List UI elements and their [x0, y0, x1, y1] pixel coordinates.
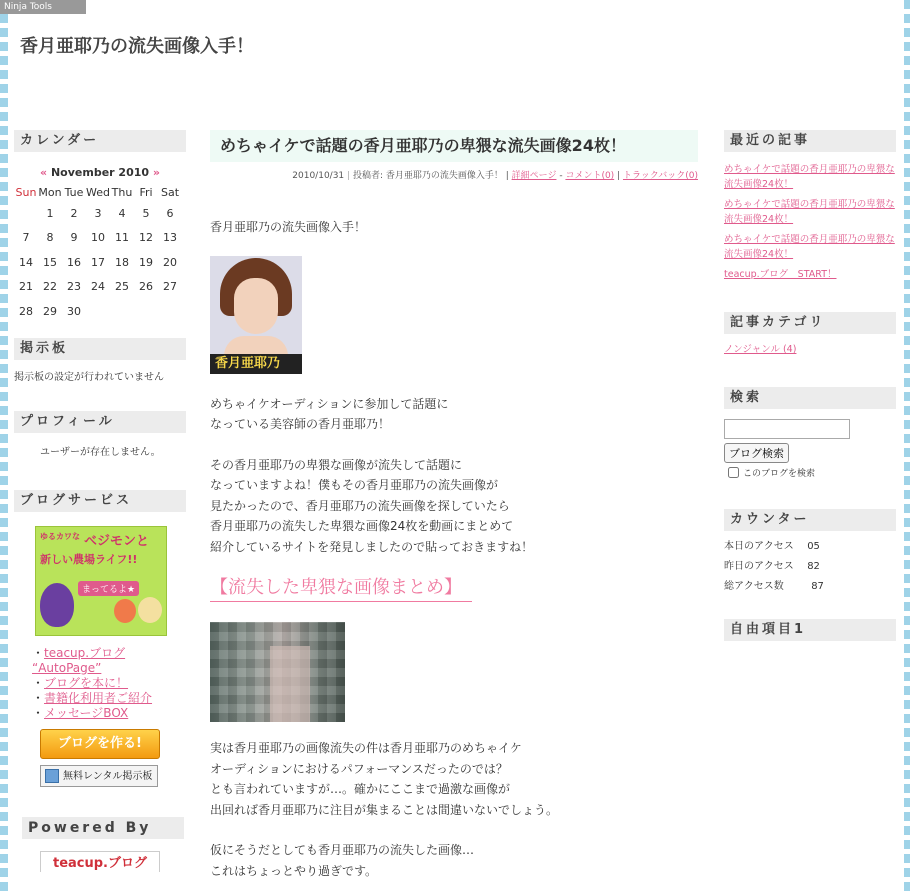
profile-text: ユーザーが存在しません。 — [40, 446, 161, 458]
post-line: 仮にそうだとしても香月亜耶乃の流失した画像… — [210, 843, 475, 857]
service-link-row: ・ブログを本に！ — [32, 675, 129, 690]
counter-value: 05 — [807, 541, 820, 552]
category-link[interactable]: ノンジャンル (4) — [724, 344, 797, 355]
powered-by-label: Powered By — [28, 819, 152, 836]
recent-post-link[interactable]: めちゃイケで話題の香月亜耶乃の卑猥な流失画像24枚！ — [724, 164, 895, 190]
calendar-day: 2 — [70, 206, 78, 220]
service-links — [14, 646, 186, 721]
calendar-table — [14, 183, 182, 324]
calendar-day: 26 — [139, 280, 153, 294]
service-link-row: ・書籍化利用者ご紹介 — [32, 690, 153, 705]
calendar-day: 30 — [67, 304, 81, 318]
calendar-day: 21 — [19, 280, 33, 294]
weekday-header: Thu — [111, 185, 133, 199]
right-sidebar — [724, 130, 896, 641]
create-blog-label: ブログを作る! — [58, 735, 142, 751]
calendar-day: 11 — [115, 231, 129, 245]
calendar-day: 29 — [43, 304, 57, 318]
counter-row — [724, 557, 896, 577]
post-line: なっている美容師の香月亜耶乃！ — [210, 417, 391, 431]
calendar-day: 22 — [43, 280, 57, 294]
categories-list — [724, 342, 896, 357]
counter-label: 総アクセス数 — [724, 581, 784, 592]
left-sidebar — [14, 130, 186, 872]
calendar-day: 1 — [46, 206, 54, 220]
calendar-day: 4 — [118, 206, 126, 220]
calendar-heading: カレンダー — [14, 130, 186, 152]
calendar-day: 27 — [163, 280, 177, 294]
post-line: 出回れば香月亜耶乃に注目が集まることは間違いないでしょう。 — [210, 802, 559, 817]
calendar-day — [134, 299, 158, 324]
calendar-day — [14, 201, 38, 226]
portrait-caption — [210, 354, 302, 374]
ninja-tools-badge[interactable] — [0, 0, 86, 14]
post-paragraph-3 — [210, 738, 698, 820]
calendar-day — [158, 299, 182, 324]
banner-text-2: ベジモンと — [84, 533, 150, 549]
calendar-month-label: November 2010 — [50, 166, 150, 179]
counter-row — [724, 537, 896, 557]
counter-table — [724, 537, 896, 597]
section-heading: 【流失した卑猥な画像まとめ】 — [210, 573, 472, 602]
post-paragraph-2 — [210, 455, 698, 558]
bbs-heading: 掲示板 — [14, 338, 186, 360]
recent-post-link[interactable]: teacup.ブログ START！ — [724, 269, 837, 280]
post-date: 2010/10/31 — [292, 171, 345, 181]
portrait-caption-text: 香月亜耶乃 — [215, 355, 281, 371]
calendar-day — [110, 299, 134, 324]
calendar-month-nav — [14, 166, 186, 179]
recent-posts-heading: 最近の記事 — [724, 130, 896, 152]
calendar-day: 6 — [166, 206, 174, 220]
teacup-logo-text: teacup.ブログ — [52, 855, 147, 871]
counter-value: 87 — [811, 581, 824, 592]
calendar-day: 9 — [70, 231, 78, 245]
portrait-face — [234, 278, 278, 334]
counter-label: 昨日のアクセス — [724, 561, 794, 572]
site-title[interactable]: 香月亜耶乃の流失画像入手！ — [20, 36, 254, 57]
next-month-link[interactable]: » — [152, 166, 160, 179]
calendar-day: 3 — [94, 206, 102, 220]
post-paragraph-1 — [210, 394, 698, 435]
calendar-day: 12 — [139, 231, 153, 245]
weekday-header: Tue — [64, 185, 84, 199]
rental-bbs-label: 無料レンタル掲示板 — [63, 770, 153, 782]
calendar-day: 7 — [22, 231, 30, 245]
carrot-character-icon — [114, 599, 136, 623]
calendar-day: 20 — [163, 255, 177, 269]
banner-text-3: 新しい農場ライフ!! — [40, 552, 138, 566]
blog-search-button[interactable]: ブログ検索 — [724, 443, 789, 463]
post-line: 実は香月亜耶乃の画像流失の件は香月亜耶乃のめちゃイケ — [210, 741, 522, 755]
weekday-header: Fri — [139, 185, 153, 199]
ninja-tools-label: Ninja Tools — [4, 2, 52, 12]
calendar-day: 25 — [115, 280, 129, 294]
calendar-day: 15 — [43, 255, 57, 269]
post-intro: 香月亜耶乃の流失画像入手！ — [210, 220, 367, 234]
detail-page-link[interactable]: 詳細ページ — [511, 171, 557, 181]
onion-character-icon — [138, 597, 162, 623]
calendar-day: 14 — [19, 255, 33, 269]
eggplant-character-icon — [40, 583, 74, 627]
right-stripe-border — [904, 0, 910, 893]
weekday-header: Mon — [38, 185, 62, 199]
rental-bbs-button[interactable] — [40, 765, 158, 787]
banner-badge: まってるよ★ — [78, 581, 139, 596]
service-link-users[interactable]: 書籍化利用者ご紹介 — [44, 690, 153, 705]
main-content — [210, 130, 698, 881]
calendar-day: 19 — [139, 255, 153, 269]
search-input[interactable] — [724, 419, 850, 439]
powered-by-heading — [22, 817, 184, 839]
post-paragraph-4 — [210, 840, 698, 881]
service-link-book[interactable]: ブログを本に！ — [44, 675, 129, 690]
blog-service-heading: ブログサービス — [14, 490, 186, 512]
portrait-photo — [210, 256, 302, 374]
post-line: 見たかったので、香月亜耶乃の流失画像を探していたら — [210, 498, 510, 513]
service-link-autopage[interactable]: teacup.ブログ “AutoPage” — [32, 645, 126, 675]
mosaic-video-thumbnail[interactable] — [210, 622, 345, 722]
post-line: オーディションにおけるパフォーマンスだったのでは？ — [210, 761, 508, 776]
free-item-heading: 自由項目1 — [724, 619, 896, 641]
categories-heading: 記事カテゴリ — [724, 312, 896, 334]
post-line: めちゃイケオーディションに参加して話題に — [210, 396, 449, 411]
create-blog-button[interactable] — [40, 729, 160, 759]
counter-row — [724, 577, 896, 597]
search-scope-row — [724, 466, 896, 479]
this-blog-checkbox[interactable] — [728, 467, 739, 478]
service-link-row: ・メッセージBOX — [32, 705, 129, 720]
calendar-day: 13 — [163, 231, 177, 245]
search-heading: 検索 — [724, 387, 896, 409]
calendar-day: 24 — [91, 280, 105, 294]
section-heading-wrap — [210, 573, 698, 602]
post-line: 紹介しているサイトを発見しましたので貼っておきますね！ — [210, 539, 534, 554]
weekday-header: Sat — [160, 185, 180, 199]
prev-month-link[interactable]: « — [40, 166, 48, 179]
trackback-link[interactable]: トラックバック(0) — [622, 171, 698, 181]
mosaic-figure — [270, 646, 310, 722]
calendar-day: 17 — [91, 255, 105, 269]
calendar-day: 8 — [46, 231, 54, 245]
this-blog-label: このブログを検索 — [743, 469, 816, 479]
post-line: これはちょっとやり過ぎです。 — [210, 863, 378, 878]
weekday-header: Wed — [86, 185, 110, 199]
service-link-row: ・teacup.ブログ “AutoPage” — [32, 645, 126, 675]
bbs-text: 掲示板の設定が行われていません — [14, 371, 164, 383]
calendar-day: 18 — [115, 255, 129, 269]
service-link-message[interactable]: メッセージBOX — [44, 705, 129, 720]
post-meta: 2010/10/31 | 投稿者: 香月亜耶乃の流失画像入手！ | 詳細ページ - コメント(0) | トラックバック(0) — [292, 171, 698, 181]
bbs-icon — [45, 769, 59, 783]
counter-heading: カウンター — [724, 509, 896, 531]
calendar-day: 10 — [91, 231, 105, 245]
post-line: とも言われていますが…。確かにここまで過激な画像が — [210, 782, 511, 796]
left-stripe-border — [0, 0, 8, 893]
calendar-day: 16 — [67, 255, 81, 269]
post-title[interactable]: めちゃイケで話題の香月亜耶乃の卑猥な流失画像24枚！ — [210, 130, 698, 162]
portrait-shoulders — [224, 336, 288, 356]
post-line: なっていますよね！僕もその香月亜耶乃の流失画像が — [210, 478, 499, 492]
banner-text-1: ゆるカワな — [40, 531, 80, 541]
calendar-day: 5 — [142, 206, 150, 220]
counter-value: 82 — [807, 561, 820, 572]
profile-heading: プロフィール — [14, 411, 186, 433]
comment-link[interactable]: コメント(0) — [565, 171, 615, 181]
teacup-logo[interactable] — [40, 851, 160, 872]
vegimon-banner[interactable] — [35, 526, 167, 636]
post-line: 香月亜耶乃の流失した卑猥な画像24枚を動画にまとめて — [210, 519, 514, 533]
recent-post-link[interactable]: めちゃイケで話題の香月亜耶乃の卑猥な流失画像24枚！ — [724, 234, 895, 260]
recent-post-link[interactable]: めちゃイケで話題の香月亜耶乃の卑猥な流失画像24枚！ — [724, 199, 895, 225]
recent-posts-list — [724, 162, 896, 282]
post-line: その香月亜耶乃の卑猥な画像が流失して話題に — [210, 457, 463, 472]
weekday-header: Sun — [15, 185, 37, 199]
counter-label: 本日のアクセス — [724, 541, 794, 552]
calendar-day: 28 — [19, 304, 33, 318]
post-author: 投稿者: 香月亜耶乃の流失画像入手！ — [352, 171, 503, 181]
calendar-day — [86, 299, 110, 324]
calendar-day: 23 — [67, 280, 81, 294]
